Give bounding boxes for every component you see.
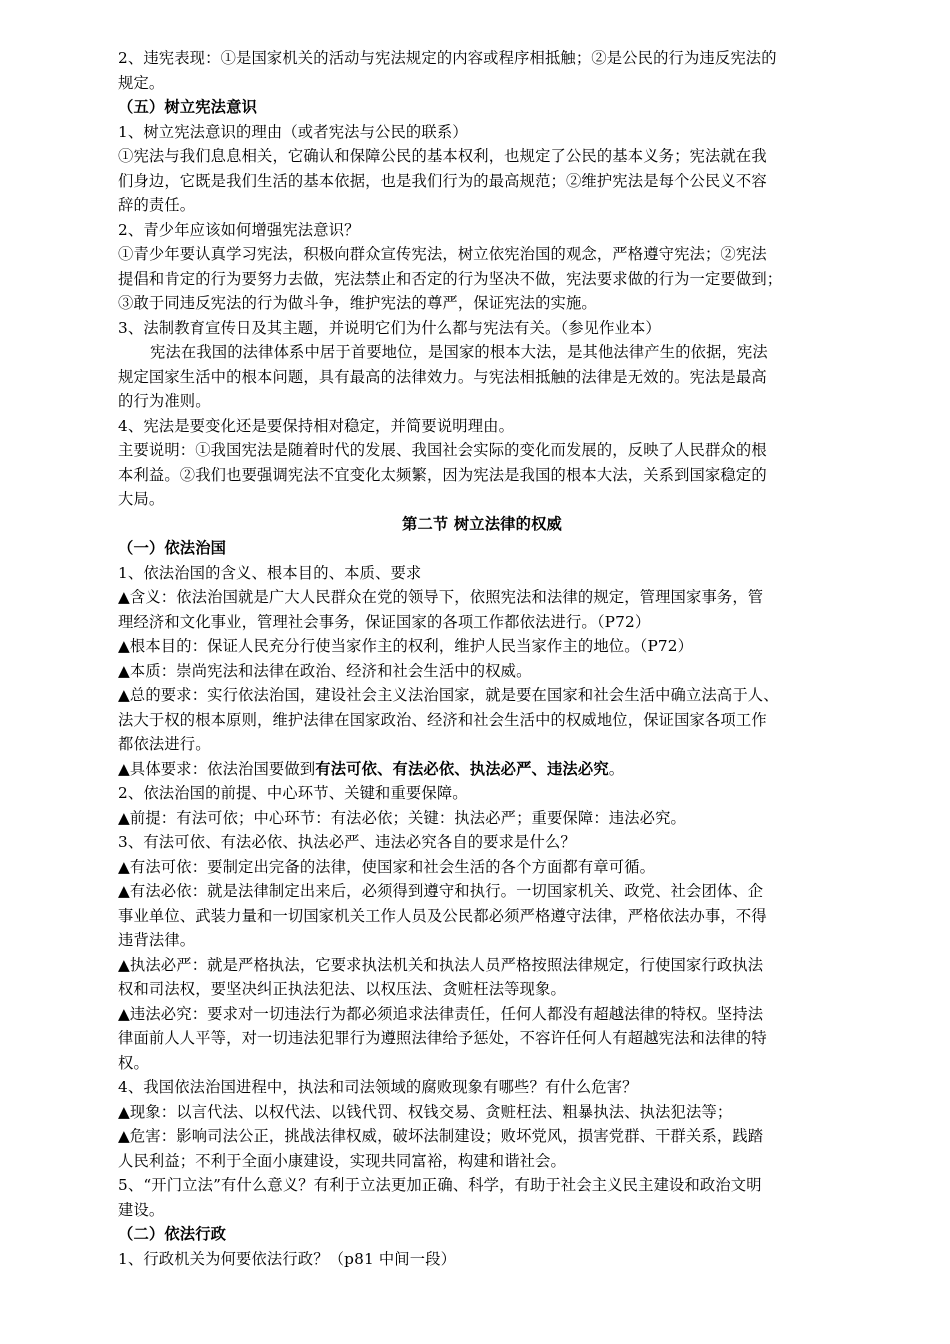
text-line: 2、违宪表现：①是国家机关的活动与宪法规定的内容或程序相抵触；②是公民的行为违反宪法的: [118, 49, 777, 67]
text-line: 人民利益；不利于全面小康建设，实现共同富裕，构建和谐社会。: [118, 1151, 566, 1170]
question-line: 3、法制教育宣传日及其主题，并说明它们为什么都与宪法有关。（参见作业本）: [118, 318, 661, 337]
text-line: ▲前提：有法可依；中心环节：有法必依；关键：执法必严；重要保障：违法必究。: [118, 808, 687, 827]
text-line: ▲现象：以言代法、以权代法、以钱代罚、权钱交易、贪赃枉法、粗暴执法、执法犯法等；: [118, 1102, 733, 1121]
question-line: 5、“开门立法”有什么意义？有利于立法更加正确、科学，有助于社会主义民主建设和政治文明: [118, 1176, 762, 1194]
text-line: 们身边，它既是我们生活的基本依据，也是我们行为的最高规范；②维护宪法是每个公民义不容: [118, 171, 767, 190]
question-line: 3、有法可依、有法必依、执法必严、违法必究各自的要求是什么？: [118, 833, 576, 851]
text-line: 法大于权的根本原则，维护法律在国家政治、经济和社会生活中的权威地位，保证国家各项工作: [118, 710, 767, 729]
question-line: 1、依法治国的含义、根本目的、本质、要求: [118, 563, 422, 582]
text-line: ▲有法可依：要制定出完备的法律，使国家和社会生活的各个方面都有章可循。: [118, 857, 656, 876]
question-line: 4、宪法是要变化还是要保持相对稳定，并简要说明理由。: [118, 416, 515, 435]
text-line: 辞的责任。: [118, 196, 196, 214]
question-line: 2、依法治国的前提、中心环节、关键和重要保障。: [118, 784, 468, 802]
question-line: 1、行政机关为何要依法行政？（p81 中间一段）: [118, 1249, 457, 1268]
text-line: 规定。: [118, 73, 165, 92]
text-line: ▲违法必究：要求对一切违法行为都必须追求法律责任，任何人都没有超越法律的特权。坚持法: [118, 1004, 764, 1023]
text-line: 宪法在我国的法律体系中居于首要地位，是国家的根本大法，是其他法律产生的依据，宪法: [150, 343, 768, 361]
text-line: 权和司法权，要坚决纠正执法犯法、以权压法、贪赃枉法等现象。: [118, 980, 566, 998]
text-line: ①宪法与我们息息相关，它确认和保障公民的基本权利，也规定了公民的基本义务；宪法就在我: [118, 147, 767, 165]
text-line: 本利益。②我们也要强调宪法不宜变化太频繁，因为宪法是我国的根本大法，关系到国家稳定的: [118, 465, 767, 484]
text-line: 都依法进行。: [118, 735, 211, 753]
text-line: 大局。: [118, 490, 165, 508]
question-line: 4、我国依法治国进程中，执法和司法领域的腐败现象有哪些？有什么危害？: [118, 1078, 638, 1096]
text-line: ▲危害：影响司法公正，挑战法律权威，破坏法制建设；败坏党风，损害党群、干群关系，践踏: [118, 1127, 764, 1145]
text-line: ▲有法必依：就是法律制定出来后，必须得到遵守和执行。一切国家机关、政党、社会团体、企: [118, 882, 764, 900]
text-line: 事业单位、武装力量和一切国家机关工作人员及公民都必须严格遵守法律，严格依法办事，不得: [118, 906, 767, 925]
text-line: ③敢于同违反宪法的行为做斗争，维护宪法的尊严，保证宪法的实施。: [118, 294, 597, 312]
question-line: 1、树立宪法意识的理由（或者宪法与公民的联系）: [118, 122, 468, 141]
text-line: 的行为准则。: [118, 392, 211, 410]
text-line: 违背法律。: [118, 931, 196, 949]
text-segment: ▲具体要求：依法治国要做到: [118, 759, 316, 778]
question-line: 2、青少年应该如何增强宪法意识？: [118, 220, 360, 239]
text-segment: 。: [608, 759, 625, 778]
text-line: 权。: [118, 1053, 149, 1072]
text-line: ▲总的要求：实行依法治国，建设社会主义法治国家，就是要在国家和社会生活中确立法高于人、: [118, 686, 779, 704]
text-line: 提倡和肯定的行为要努力去做，宪法禁止和否定的行为坚决不做，宪法要求做的行为一定要做到；: [118, 269, 783, 288]
text-line: ▲含义：依法治国就是广大人民群众在党的领导下，依照宪法和法律的规定，管理国家事务，管: [118, 588, 764, 606]
text-line: ▲执法必严：就是严格执法，它要求执法机关和执法人员严格按照法律规定，行使国家行政执法: [118, 955, 764, 974]
chapter-title: 第二节 树立法律的权威: [402, 514, 562, 533]
text-line: 理经济和文化事业，管理社会事务，保证国家的各项工作都依法进行。（P72）: [118, 612, 651, 631]
text-line: 律面前人人平等，对一切违法犯罪行为遵照法律给予惩处，不容许任何人有超越宪法和法律的特: [118, 1029, 767, 1047]
text-line: 建设。: [118, 1200, 165, 1219]
text-line: 主要说明：①我国宪法是随着时代的发展、我国社会实际的变化而发展的，反映了人民群众的根: [118, 441, 767, 459]
section-heading: （五）树立宪法意识: [118, 98, 258, 116]
text-line: [118, 757, 846, 782]
text-line: ▲本质：崇尚宪法和法律在政治、经济和社会生活中的权威。: [118, 661, 532, 680]
text-line: ①青少年要认真学习宪法，积极向群众宣传宪法，树立依宪治国的观念，严格遵守宪法；②宪法: [118, 245, 767, 263]
text-line: 规定国家生活中的根本问题，具有最高的法律效力。与宪法相抵触的法律是无效的。宪法是最高: [118, 367, 767, 386]
section-heading: （二）依法行政: [118, 1225, 227, 1243]
section-heading: （一）依法治国: [118, 539, 227, 557]
bold-emphasis: 有法可依、有法必依、执法必严、违法必究: [315, 759, 609, 778]
text-line: ▲根本目的：保证人民充分行使当家作主的权利，维护人民当家作主的地位。（P72）: [118, 637, 694, 655]
